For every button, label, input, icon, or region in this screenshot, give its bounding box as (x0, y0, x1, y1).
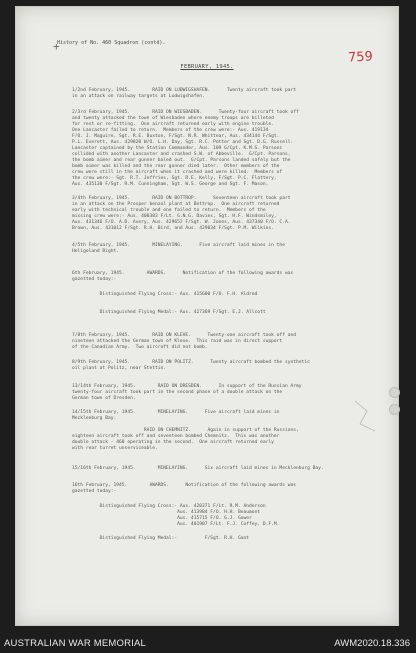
entry-text-line: the bomb aimer and rear gunner baled out. G/Cpt. Parsons landed safely but the (72, 158, 291, 163)
document-entry (72, 88, 392, 100)
entry-text-line: gazetted today:- (72, 277, 117, 282)
entry-text-line: in an attack on railway targets at Ludwigshafen. (72, 94, 205, 99)
entry-text-line: Distinguished Flying Medal:- Aus. 427369 F/Sgt. E.J. Allcott (72, 310, 266, 315)
document-entry (72, 428, 392, 452)
entry-text-line: Brown, Aus. 431012 F/Sgt. R.H. Bird, and Aus. 429034 F/Sgt. P.M. Wilkins. (72, 226, 274, 231)
entry-text-line: Aus. 401907 F/Lt. F.J. Coffey, D.F.M. (72, 522, 280, 527)
entry-text-line: Distinguished Flying Cross:- Aus. 415600 F/O. F.H. Aldred (72, 292, 258, 297)
entry-text-line: in an attack on the Prosper benzol plant at Bottrop. One aircraft returned (72, 202, 280, 207)
entry-text-line: 2/3rd February, 1945. RAID ON WIESBADEN. Twenty-four aircraft took off (72, 110, 299, 115)
entry-text-line: Aus. 413984 F/O. H.H. Beaumont (72, 510, 261, 515)
entry-text-line: for rest or re-fitting. One aircraft returned early with engine trouble. (72, 122, 274, 127)
footer-bar (0, 636, 416, 653)
corner-mark: + (53, 40, 60, 53)
entry-text-line: German town of Dresden. (72, 396, 136, 401)
entry-text-line: 8/9th February, 1945. RAID ON POLITZ. Twenty aircraft bombed the synthetic (72, 360, 310, 365)
document-page (15, 6, 399, 626)
month-title: FEBRUARY, 1945. (180, 64, 234, 70)
entry-text-line: Heligoland Bight. (72, 249, 120, 254)
entry-text-line: double attack - 460 operating in the second. One aircraft returned early (72, 440, 274, 445)
entry-text-line: 4/5th February, 1945. MINELAYING. Five aircraft laid mines in the (72, 243, 285, 248)
document-entry (72, 310, 392, 316)
entry-text-line: the crew were:- Sgt. R.T. Jeffries, Sgt. R.E. Kelly, F/Sgt. P.C. Flattery, (72, 176, 277, 181)
footer-accession-number: AWM2020.18.336 (334, 638, 410, 649)
entry-text-line: oil plant at Politz, near Stettin. (72, 366, 167, 371)
entry-text-line: Aus. 431346 F/O. A.D. Avery, Aus. 429652 F/Sgt. W. Jones, Aus. 437340 F/O. C.A. (72, 220, 291, 225)
entry-text-line: 3/4th February, 1945. RAID ON BOTTROP. Seventeen aircraft took part (72, 196, 291, 201)
entry-text-line: 7/8th February, 1945. RAID ON KLEVE. Twenty-one aircraft took off and (72, 333, 297, 338)
document-entry (72, 110, 392, 188)
entry-text-line: Aus. 435130 F/Sgt. R.M. Cunningham, Sgt. W.S. George and Sgt. F. Mason. (72, 182, 269, 187)
document-entry (72, 360, 392, 372)
document-entry (72, 292, 392, 298)
document-entry (72, 466, 392, 472)
document-entry (72, 196, 392, 232)
entry-text-line: 1/2nd February, 1945. RAID ON LUDWIGSHAFEN. Twenty aircraft took part (72, 88, 297, 93)
entry-text-line: of the Canadian Army. Two aircraft did not bomb. (72, 345, 208, 350)
footer-institution: AUSTRALIAN WAR MEMORIAL (4, 638, 147, 649)
entry-text-line: Distinguished Flying Medal:- F/Sgt. R.H. Gant (72, 536, 250, 541)
entry-text-line: crew were still in the aircraft when it crashed and were killed. Members of (72, 170, 283, 175)
entry-text-line: collided with another Lancaster and crashed S.W. of Abbeville. G/Cpt. Parsons, (72, 152, 291, 157)
entry-text-line: and twenty attacked the town of Wiesbaden where enemy troops are billeted (72, 116, 274, 121)
document-entry (72, 504, 392, 528)
document-body (72, 88, 392, 608)
entry-text-line: F/O. J. Maguire, Sgt. R.E. Buxton, F/Sgt. N.R. Whittear, Aus. 434144 F/Sgt. (72, 134, 280, 139)
document-entry (72, 271, 392, 283)
entry-text-line: early with technical trouble and one failed to return. Members of the (72, 208, 266, 213)
entry-text-line: 13/14th February, 1945. RAID ON DRESDEN. In support of the Russian Army (72, 384, 302, 389)
entry-text-line: 14/15th February, 1945. MINELAYING. Five aircraft laid mines in (72, 410, 280, 415)
entry-text-line: eighteen aircraft took off and seventeen bombed Chemnitz. This was another (72, 434, 280, 439)
reference-number: 759 (347, 49, 374, 66)
document-entry (72, 536, 392, 542)
document-entry (72, 410, 392, 422)
entry-text-line: with rear turret unserviceable. (72, 446, 158, 451)
document-entry (72, 243, 392, 255)
entry-text-line: 6th February, 1945. AWARDS. Notification of the following awards was (72, 271, 294, 276)
entry-text-line: Aus. 415715 F/O. G.J. Gower (72, 516, 252, 521)
entry-text-line: gazetted today:- (72, 489, 117, 494)
entry-text-line: twenty-four aircraft took part in the second phase of a double attack on the (72, 390, 283, 395)
entry-text-line: P.L. Everett, Aus. 429820 W/O. L.H. Day, Sgt. R.C. Potter and Sgt. D.G. Russell. (72, 140, 294, 145)
entry-text-line: Distinguished Flying Cross:- Aus. 420371 F/Lt. R.M. Anderson (72, 504, 266, 509)
entry-text-line: missing crew were:- Aus. 400383 F/Lt. G.N.G. Davies, Sgt. H.F. Windsmiley, (72, 214, 277, 219)
entry-text-line: bomb aimer was killed and the rear gunner died later. Other members of the (72, 164, 280, 169)
entry-text-line: 15/16th February, 1945. MINELAYING. Six aircraft laid mines in Mecklenburg Bay. (72, 466, 324, 471)
document-entry (72, 333, 392, 351)
document-header: History of No. 460 Squadron (contd). (57, 40, 166, 46)
entry-text-line: Lancaster captained by the Station Commander, Aus. 109 G/Cpt. K.M.S. Parsons (72, 146, 283, 151)
entry-text-line: 16th February, 1945. AWARDS. Notification of the following awards was (72, 483, 297, 488)
entry-text-line: RAID ON CHEMNITZ. Again in support of the Russians, (72, 428, 299, 433)
entry-text-line: nineteen attacked the German town of Kleve. This raid was in direct support (72, 339, 283, 344)
entry-text-line: One Lancaster failed to return. Members of the crew were:- Aus. 419134 (72, 128, 269, 133)
entry-text-line: Mecklenburg Bay. (72, 416, 117, 421)
document-entry (72, 384, 392, 402)
document-entry (72, 483, 392, 495)
